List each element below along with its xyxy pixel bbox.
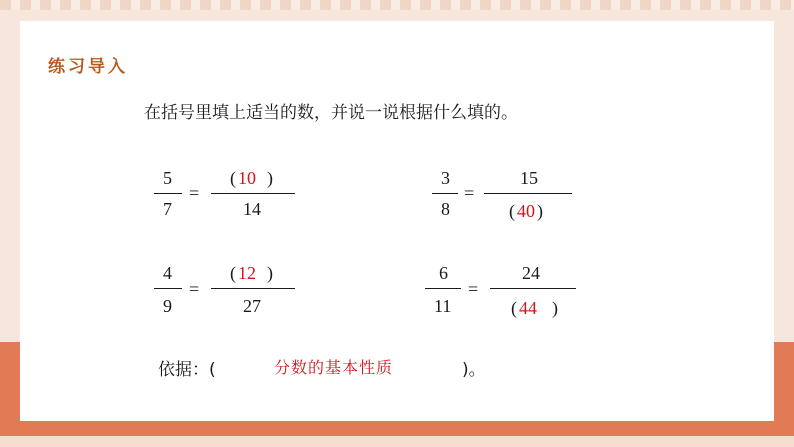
bottom-line bbox=[0, 436, 794, 447]
right-fraction-bar bbox=[490, 288, 576, 289]
basis-close: )。 bbox=[462, 360, 486, 380]
left-fraction-bar bbox=[432, 193, 458, 194]
left-fraction-bar bbox=[154, 193, 182, 194]
right-numerator: 24 bbox=[522, 263, 540, 283]
equals-sign: = bbox=[468, 279, 479, 299]
left-fraction-bar bbox=[154, 288, 182, 289]
close-paren: ) bbox=[552, 298, 558, 318]
equals-sign: = bbox=[189, 279, 200, 299]
right-denominator: 27 bbox=[243, 296, 261, 316]
close-paren: ) bbox=[267, 263, 273, 283]
right-numerator: 15 bbox=[520, 168, 538, 188]
right-denominator: 14 bbox=[243, 199, 261, 219]
instruction-text: 在括号里填上适当的数，并说一说根据什么填的。 bbox=[144, 103, 518, 123]
basis-label: 依据：( bbox=[158, 360, 216, 380]
equals-sign: = bbox=[464, 183, 475, 203]
basis-answer: 分数的基本性质 bbox=[274, 358, 394, 377]
left-numerator: 5 bbox=[163, 168, 172, 188]
close-paren: ) bbox=[267, 168, 273, 188]
equals-sign: = bbox=[189, 183, 200, 203]
close-paren: ) bbox=[537, 201, 543, 221]
left-numerator: 6 bbox=[439, 263, 448, 283]
content-card bbox=[20, 21, 774, 421]
left-numerator: 4 bbox=[163, 263, 172, 283]
answer-numerator: 12 bbox=[238, 263, 256, 283]
left-fraction-bar bbox=[425, 288, 461, 289]
right-fraction-bar bbox=[211, 288, 295, 289]
left-numerator: 3 bbox=[441, 168, 450, 188]
open-paren: ( bbox=[230, 168, 236, 188]
answer-denominator: 40 bbox=[517, 201, 535, 221]
right-fraction-bar bbox=[211, 193, 295, 194]
left-denominator: 9 bbox=[163, 296, 172, 316]
left-denominator: 11 bbox=[434, 296, 452, 316]
open-paren: ( bbox=[511, 298, 517, 318]
right-fraction-bar bbox=[484, 193, 572, 194]
answer-numerator: 10 bbox=[238, 168, 256, 188]
left-denominator: 8 bbox=[441, 199, 450, 219]
section-title: 练习导入 bbox=[48, 57, 128, 77]
answer-denominator: 44 bbox=[519, 298, 537, 318]
open-paren: ( bbox=[230, 263, 236, 283]
left-denominator: 7 bbox=[163, 199, 172, 219]
top-stripe bbox=[0, 0, 794, 10]
open-paren: ( bbox=[509, 201, 515, 221]
